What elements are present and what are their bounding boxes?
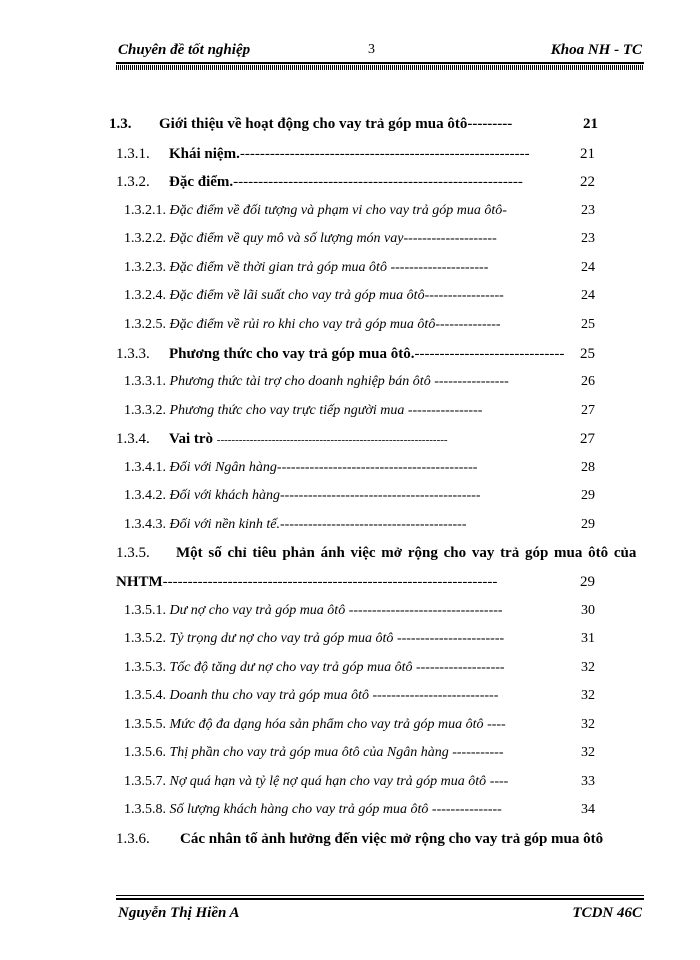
footer-rule-thick — [116, 898, 644, 900]
toc-entry: 1.3.5.5. Mức độ đa dạng hóa sản phẩm cho vay trả góp mua ôtô ---- 32 — [124, 717, 595, 732]
header-rule-hatch — [116, 65, 644, 70]
toc-entry: 1.3.5. Một số chỉ tiêu phản ánh việc mở rộng cho vay trả góp mua ôtô của — [116, 545, 637, 561]
toc-entry: 1.3.5.8. Số lượng khách hàng cho vay trả góp mua ôtô --------------- 34 — [124, 802, 595, 817]
toc-entry: 1.3.2.5. Đặc điểm về rủi ro khi cho vay trả góp mua ôtô-------------- 25 — [124, 317, 595, 332]
toc-entry: 1.3.3.1. Phương thức tài trợ cho doanh nghiệp bán ôtô ---------------- 26 — [124, 374, 595, 389]
toc-entry: 1.3. Giới thiệu về hoạt động cho vay trả góp mua ôtô--------- 21 — [109, 116, 598, 132]
toc-entry: 1.3.3.2. Phương thức cho vay trực tiếp người mua ---------------- 27 — [124, 403, 595, 418]
toc-entry: 1.3.4.3. Đối với nền kinh tế.---------------------------------------- 29 — [124, 517, 595, 532]
footer-author: Nguyễn Thị Hiền A — [118, 905, 240, 921]
header-rule — [116, 62, 644, 64]
toc-entry: 1.3.4.1. Đối với Ngân hàng------------------------------------------- 28 — [124, 460, 595, 475]
toc-entry: 1.3.5.7. Nợ quá hạn và tỷ lệ nợ quá hạn cho vay trả góp mua ôtô ---- 33 — [124, 774, 595, 789]
toc-entry: 1.3.6. Các nhân tố ảnh hưởng đến việc mở rộng cho vay trả góp mua ôtô — [116, 831, 604, 847]
toc-entry: 1.3.5.6. Thị phần cho vay trả góp mua ôtô của Ngân hàng ----------- 32 — [124, 745, 595, 760]
toc-entry: 1.3.2.1. Đặc điểm về đối tượng và phạm vi cho vay trả góp mua ôtô- 23 — [124, 203, 595, 218]
toc-entry: 1.3.2.4. Đặc điểm về lãi suất cho vay trả góp mua ôtô----------------- 24 — [124, 288, 595, 303]
header-title: Chuyên đề tốt nghiệp — [118, 42, 251, 58]
toc-entry: 1.3.1. Khái niệm.---------------------------------------------------------- 21 — [116, 146, 595, 162]
toc-entry: 1.3.5.4. Doanh thu cho vay trả góp mua ôtô --------------------------- 32 — [124, 688, 595, 703]
toc-entry: 1.3.2. Đặc điểm.---------------------------------------------------------- 22 — [116, 174, 595, 190]
toc-entry: 1.3.5.1. Dư nợ cho vay trả góp mua ôtô --------------------------------- 30 — [124, 603, 595, 618]
toc-entry: 1.3.4. Vai trò --------------------------------------------------------------- 27 — [116, 431, 595, 447]
toc-entry: 1.3.2.3. Đặc điểm về thời gian trả góp mua ôtô --------------------- 24 — [124, 260, 595, 275]
page-number: 3 — [368, 42, 375, 57]
toc-entry: 1.3.5.3. Tốc độ tăng dư nợ cho vay trả góp mua ôtô ------------------- 32 — [124, 660, 595, 675]
toc-entry: 1.3.5.2. Tỷ trọng dư nợ cho vay trả góp mua ôtô ----------------------- 31 — [124, 631, 595, 646]
toc-entry: NHTM------------------------------------------------------------------- 29 — [116, 574, 595, 590]
toc-entry: 1.3.4.2. Đối với khách hàng------------------------------------------- 29 — [124, 488, 595, 503]
header-faculty: Khoa NH - TC — [550, 42, 642, 58]
footer-class: TCDN 46C — [572, 905, 642, 921]
toc-entry: 1.3.2.2. Đặc điểm về quy mô và số lượng món vay-------------------- 23 — [124, 231, 595, 246]
toc-entry: 1.3.3. Phương thức cho vay trả góp mua ôtô.------------------------------ 25 — [116, 346, 595, 362]
footer-rule — [116, 895, 644, 896]
